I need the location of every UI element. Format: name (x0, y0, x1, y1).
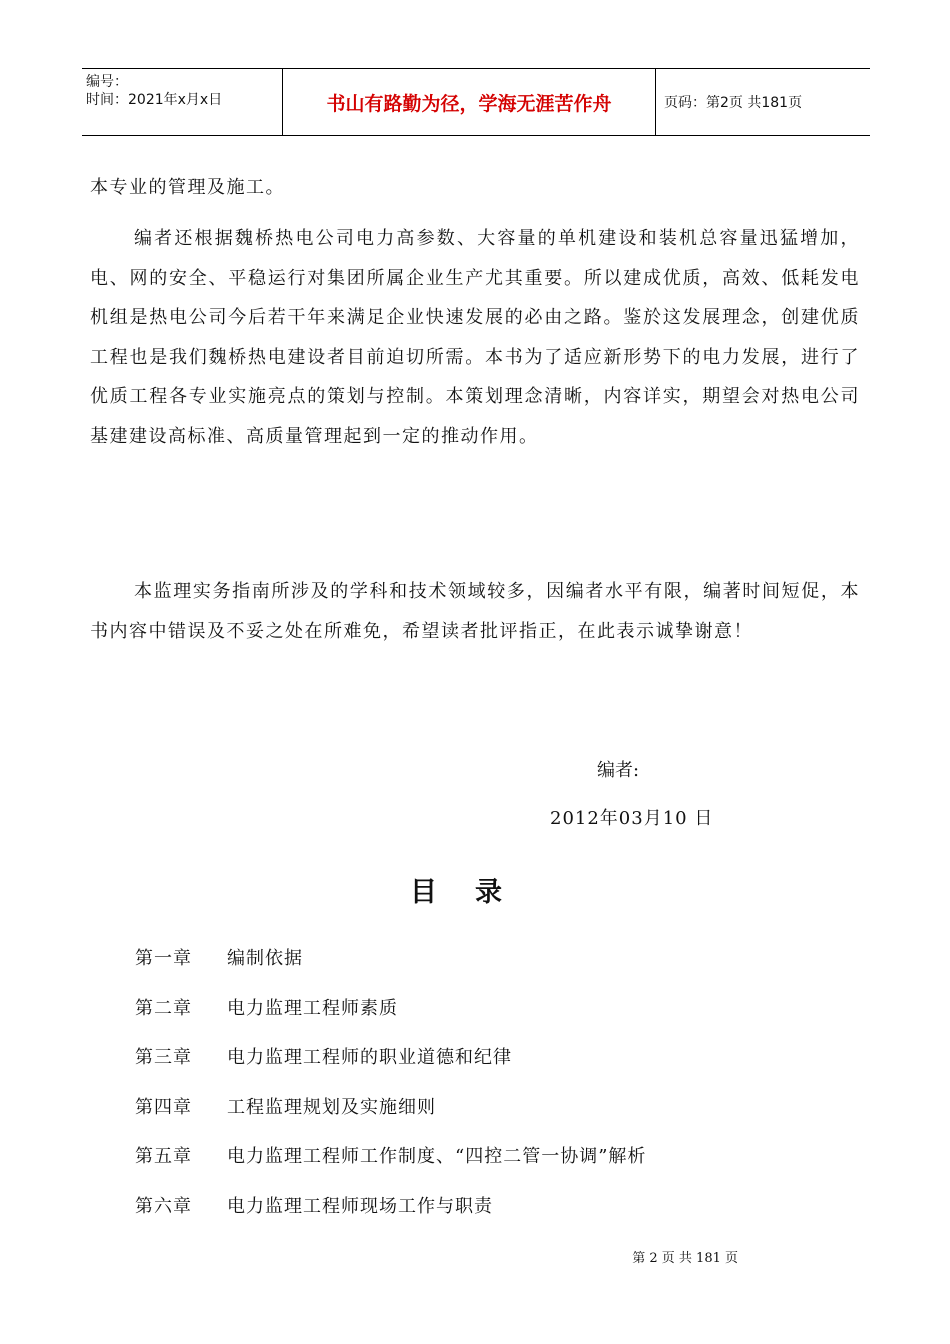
header-meta (82, 69, 282, 135)
page-header (82, 68, 870, 136)
toc-chapter-title: 编制依据 (227, 948, 303, 969)
toc-item[interactable] (135, 944, 646, 994)
toc-item[interactable] (135, 1093, 646, 1143)
toc-item[interactable] (135, 1043, 646, 1093)
toc-chapter: 第三章 (135, 1047, 192, 1068)
author-signature: 编者: (597, 760, 640, 781)
toc-chapter: 第二章 (135, 997, 192, 1019)
toc-title: 目录 (410, 877, 540, 908)
paragraph-1: 本专业的管理及施工。 (90, 177, 285, 198)
toc-chapter-title: 工程监理规划及实施细则 (227, 1096, 436, 1118)
header-page-number: 页码：第2页 共181页 (664, 95, 803, 111)
toc-chapter-title: 电力监理工程师现场工作与职责 (227, 1195, 493, 1217)
toc-chapter: 第六章 (135, 1195, 192, 1217)
toc-chapter: 第一章 (135, 948, 192, 969)
toc-chapter-title: 电力监理工程师的职业道德和纪律 (227, 1047, 512, 1068)
signature-date: 2012年03月10 日 (550, 808, 714, 829)
paragraph-2: 编者还根据魏桥热电公司电力高参数、大容量的单机建设和装机总容量迅猛增加，电、网的安全、平稳运行对集团所属企业生产尤其重要。所以建成优质，高效、低耗发电机组是热电公司今后若干年来满足企业快速发展的必由之路。鉴於这发展理念，创建优质工程也是我们魏桥热电建设者目前迫切所需。本书为了适应新形势下的电力发展，进行了优质工程各专业实施亮点的策划与控制。本策划理念清晰，内容详实，期望会对热电公司基建建设高标准、高质量管理起到一定的推动作用。 (90, 228, 860, 447)
header-motto: 书山有路勤为径，学海无涯苦作舟 (282, 69, 656, 135)
toc-item[interactable] (135, 1192, 646, 1242)
document-time-label: 时间：2021年x月x日 (86, 92, 223, 108)
page-footer: 第 2 页 共 181 页 (632, 1251, 738, 1266)
table-of-contents (135, 944, 646, 1241)
toc-item[interactable] (135, 994, 646, 1044)
document-number-label: 编号： (86, 74, 128, 90)
toc-chapter-title: 电力监理工程师素质 (227, 997, 398, 1019)
toc-item[interactable] (135, 1142, 646, 1192)
toc-chapter: 第五章 (135, 1146, 192, 1167)
paragraph-3: 本监理实务指南所涉及的学科和技术领域较多，因编者水平有限，编著时间短促，本书内容中错误及不妥之处在所难免，希望读者批评指正，在此表示诚挚谢意！ (90, 581, 860, 642)
toc-chapter-title: 电力监理工程师工作制度、“四控二管一协调”解析 (227, 1146, 647, 1167)
toc-chapter: 第四章 (135, 1096, 192, 1118)
